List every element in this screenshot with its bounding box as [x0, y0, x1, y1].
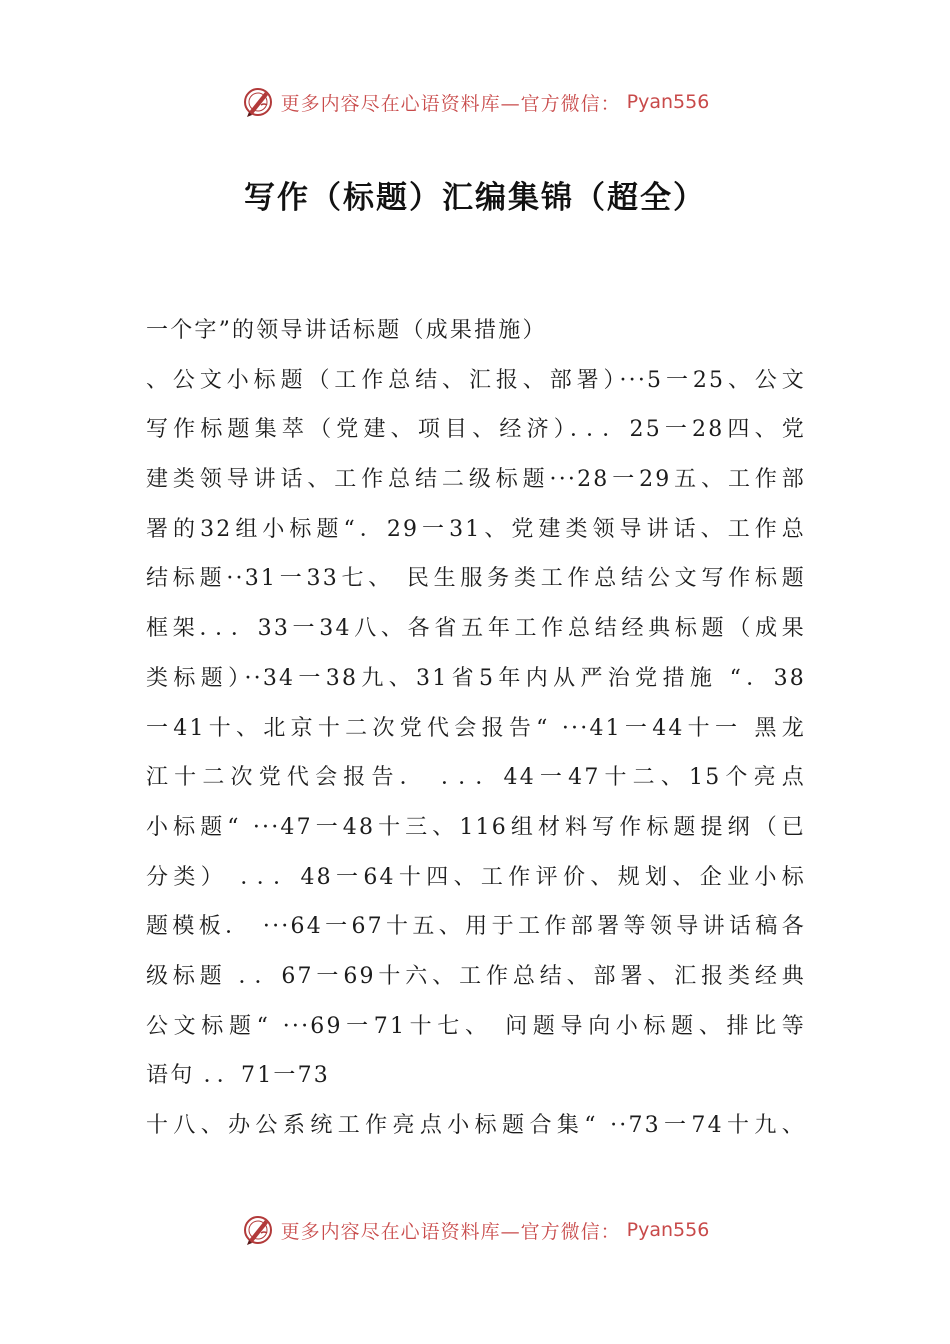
body-line: 一41十、北京十二次党代会报告“ ···41一44十一 黑龙	[146, 715, 806, 741]
body-line: 江十二次党代会报告． ．．．44一47十二、15个亮点	[146, 765, 806, 791]
body-line: 写作标题集萃（党建、项目、经济）．．．25一28四、党	[146, 417, 806, 443]
body-line: 框架．．．33一34八、各省五年工作总结经典标题（成果	[146, 616, 806, 642]
body-line: 小标题“ ···47一48十三、116组材料写作标题提纲（已	[146, 814, 806, 840]
body-line: 署的32组小标题“．29一31、党建类领导讲话、工作总	[146, 516, 806, 542]
body-line: 结标题··31一33七、 民生服务类工作总结公文写作标题	[146, 566, 806, 592]
body-line: 级标题 ．．67一69十六、工作总结、部署、汇报类经典	[146, 963, 806, 989]
body-line: 题模板． ···64一67十五、用于工作部署等领导讲话稿各	[146, 914, 806, 940]
footer-banner	[0, 1210, 950, 1250]
footer-banner-text: 更多内容尽在心语资料库—官方微信：	[280, 1220, 621, 1243]
body-line: 十八、办公系统工作亮点小标题合集“ ··73一74十九、	[146, 1113, 806, 1138]
document-title: 写作（标题）汇编集锦（超全）	[244, 180, 706, 216]
header-wechat-id: Pyan556	[626, 91, 710, 113]
header-banner-text: 更多内容尽在心语资料库—官方微信：	[280, 92, 621, 115]
header-banner	[0, 82, 950, 122]
document-body	[146, 306, 806, 1151]
body-line: 建类领导讲话、工作总结二级标题···28一29五、工作部	[146, 467, 806, 493]
pen-seal-logo-icon	[241, 85, 275, 119]
pen-seal-logo-icon	[241, 1213, 275, 1247]
body-line: 类标题）··34一38九、31省5年内从严治党措施 “．38	[146, 665, 806, 691]
body-line: 公文标题“ ···69一71十七、 问题导向小标题、排比等	[146, 1013, 806, 1039]
body-line: 分类） ．．．48一64十四、工作评价、规划、企业小标	[146, 864, 806, 890]
footer-wechat-id: Pyan556	[626, 1219, 710, 1241]
body-line: 、公文小标题（工作总结、汇报、部署）···5一25、公文	[146, 367, 806, 393]
body-line: 一个字”的领导讲话标题（成果措施）	[146, 318, 547, 343]
body-line: 语句 ．．71一73	[146, 1063, 330, 1089]
